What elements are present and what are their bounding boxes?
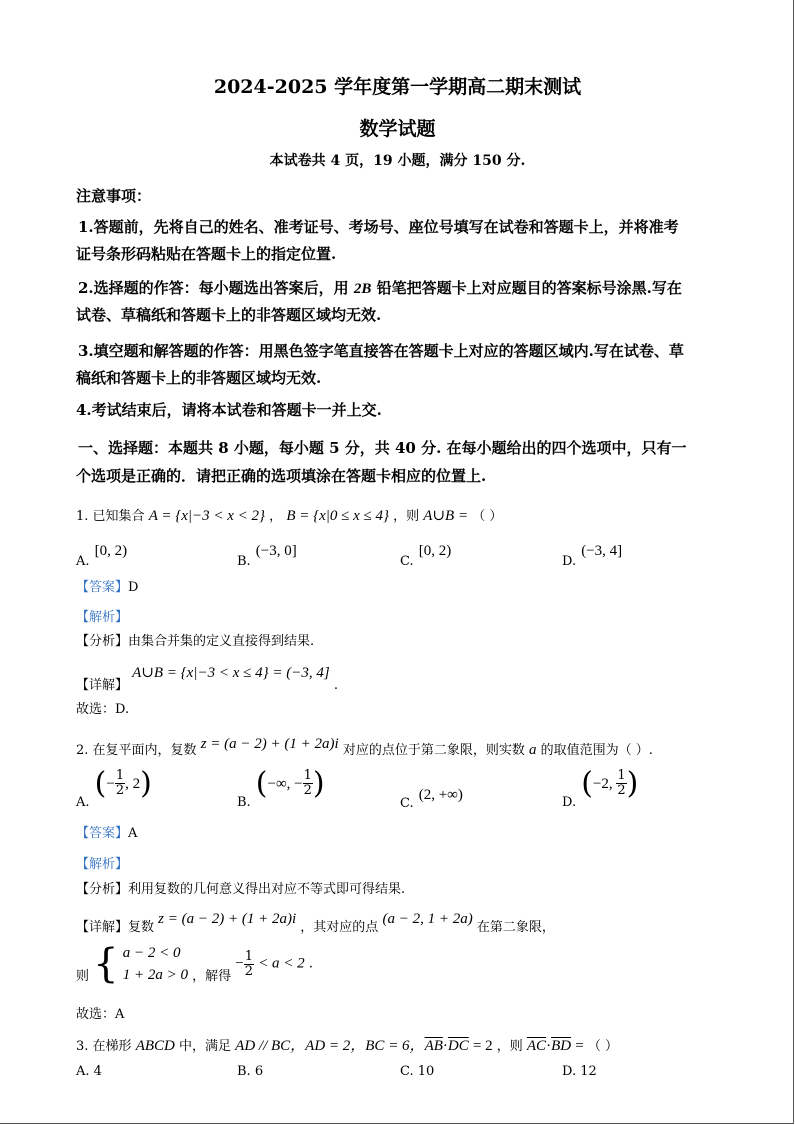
q3-option-b: B. 6: [237, 1064, 264, 1079]
q1-option-b: $_{B.}$ (−3, 0]: [237, 543, 297, 569]
note-3-line-2: 稿纸和答题卡上的非答题区域均无效.: [76, 369, 322, 387]
q3-option-d: D. 12: [562, 1064, 597, 1079]
note-1-line-2: 证号条形码粘贴在答题卡上的指定位置.: [76, 245, 337, 263]
q3-option-c: C. 10: [400, 1064, 435, 1079]
q2-system: 则 { a − 2 < 0 1 + 2a > 0 ，解得 − $\frac{1}{2}$ < a < 2 .: [76, 941, 313, 987]
section-1-line-1: 一、选择题：本题共 8 小题，每小题 5 分，共 40 分. 在每小题给出的四个选项中，只有一: [78, 439, 687, 457]
q1-option-d: $_{D.}$ (−3, 4]: [562, 543, 623, 569]
q2-option-b: $_{B.}$ (−∞, − $\frac{1}{2}$ ): [237, 766, 325, 810]
q2-option-c: $_{C.}$ (2, +∞): [400, 787, 463, 811]
exam-subtitle: 数学试题: [359, 118, 436, 140]
q1-option-a: $_{A.}$ [0, 2): [76, 543, 128, 569]
q1-answer: 【答案】D: [76, 580, 139, 595]
q1-option-c: $_{C.}$ [0, 2): [400, 543, 452, 569]
section-1-line-2: 个选项是正确的．请把正确的选项填涂在答题卡相应的位置上.: [76, 467, 487, 485]
notes-heading: 注意事项：: [76, 187, 152, 205]
q1-fenxi: 【分析】由集合并集的定义直接得到结果.: [76, 634, 315, 649]
q2-fenxi: 【分析】利用复数的几何意义得出对应不等式即可得结果.: [76, 882, 406, 897]
q2-stem: 2. 在复平面内，复数 z = (a − 2) + (1 + 2a)i 对应的点位于第二象限，则实数 a 的取值范围为（ ）.: [76, 736, 653, 758]
q1-analysis-tag: 【解析】: [76, 610, 129, 625]
q2-analysis-tag: 【解析】: [76, 857, 129, 872]
q2-choose: 故选：A: [76, 1007, 125, 1022]
q2-option-a: $_{A.}$ (− $\frac{1}{2}$ , 2): [76, 766, 152, 810]
note-1-line-1: 1.答题前，先将自己的姓名、准考证号、考场号、座位号填写在试卷和答题卡上，并将准考: [78, 218, 679, 236]
q2-detail: 【详解】复数 z = (a − 2) + (1 + 2a)i ，其对应的点 (a − 2, 1 + 2a) 在第二象限，: [76, 911, 555, 935]
q3-stem: 3. 在梯形 ABCD 中，满足 AD // BC，AD = 2，BC = 6，$\overline{AB}\cdot\overline{DC} = 2$ ，则 $\overline{AC}\cdot\overline{BD}$ = （ ）: [76, 1038, 618, 1054]
note-4: 4.考试结束后，请将本试卷和答题卡一并上交.: [76, 401, 382, 419]
q2-answer: 【答案】A: [76, 826, 138, 841]
q2-option-d: $_{D.}$ (−2, $\frac{1}{2}$ ): [562, 766, 639, 810]
q1-detail: 【详解】 A∪B = {x|−3 < x ≤ 4} = (−3, 4] .: [76, 665, 338, 693]
q1-choose: 故选：D.: [76, 702, 130, 717]
note-2-line-2: 试卷、草稿纸和答题卡上的非答题区域均无效.: [76, 306, 382, 324]
q3-option-a: A. 4: [76, 1064, 102, 1079]
exam-meta: 本试卷共 4 页，19 小题，满分 150 分.: [269, 153, 526, 169]
exam-title: 2024-2025 学年度第一学期高二期末测试: [213, 76, 582, 98]
note-3-line-1: 3.填空题和解答题的作答：用黑色签字笔直接答在答题卡上对应的答题区域内.写在试卷、草: [78, 342, 684, 360]
q1-stem: 1. 已知集合 A = {x|−3 < x < 2} ， B = {x|0 ≤ x ≤ 4} ，则 A∪B = （ ）: [76, 508, 503, 524]
note-2-line-1: 2.选择题的作答：每小题选出答案后，用 2B 铅笔把答题卡上对应题目的答案标号涂黑.写在: [78, 279, 682, 297]
